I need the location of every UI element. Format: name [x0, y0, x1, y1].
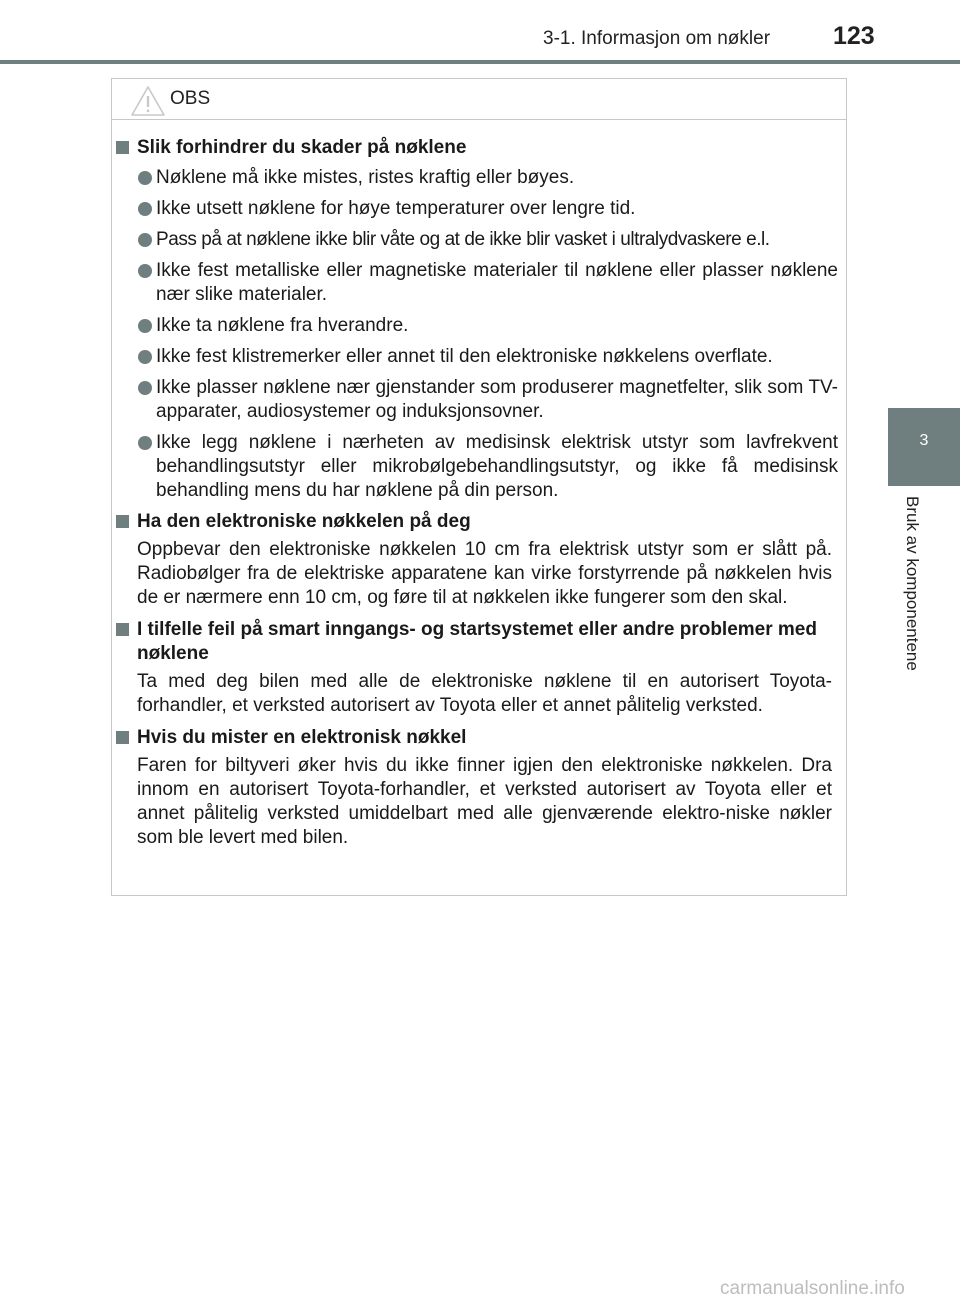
square-bullet-icon [116, 623, 129, 636]
list-item: Pass på at nøklene ikke blir våte og at de ikke blir vasket i ultralydvaskere e.l. [112, 228, 842, 252]
section-heading: I tilfelle feil på smart inngangs- og startsystemet eller andre problemer med nøklene [112, 618, 838, 666]
caution-header [112, 79, 846, 120]
section-text: Oppbevar den elektroniske nøkkelen 10 cm fra elektrisk utstyr som er slått på. Radiobølger fra de elektriske apparatene kan virke forstyrrende på nøkkelen hvis de er nærmere enn 10 cm, og føre til at nøkkelen ikke fungerer som den skal. [137, 539, 832, 608]
round-bullet-icon [138, 233, 152, 247]
square-bullet-icon [116, 141, 129, 154]
caution-section [112, 618, 846, 718]
section-heading: Hvis du mister en elektronisk nøkkel [112, 726, 838, 750]
round-bullet-icon [138, 381, 152, 395]
warning-triangle-icon [130, 85, 166, 117]
list-item: Nøklene må ikke mistes, ristes kraftig eller bøyes. [112, 166, 838, 190]
round-bullet-icon [138, 436, 152, 450]
list-item: Ikke fest metalliske eller magnetiske materialer til nøklene eller plasser nøklene nær slike materialer. [112, 259, 838, 307]
round-bullet-icon [138, 264, 152, 278]
round-bullet-icon [138, 350, 152, 364]
caution-section [112, 136, 846, 503]
section-text: Ta med deg bilen med alle de elektroniske nøklene til en autorisert Toyota-forhandler, et verksted autorisert av Toyota eller et annet pålitelig verksted. [137, 671, 832, 716]
list-item: Ikke ta nøklene fra hverandre. [112, 314, 838, 338]
section-heading: Slik forhindrer du skader på nøklene [112, 136, 838, 160]
section-heading: Ha den elektroniske nøkkelen på deg [112, 510, 838, 534]
list-item: Ikke plasser nøklene nær gjenstander som produserer magnetfelter, slik som TV-apparater, audiosystemer og induksjonsovner. [112, 376, 838, 424]
chapter-label: Bruk av komponentene [903, 496, 922, 671]
header-divider [0, 60, 960, 64]
caution-section [112, 726, 846, 850]
caution-body [112, 120, 846, 850]
list-item: Ikke fest klistremerker eller annet til den elektroniske nøkkelens overflate. [112, 345, 838, 369]
square-bullet-icon [116, 731, 129, 744]
chapter-tab: 3 [888, 408, 960, 486]
caution-section [112, 510, 846, 610]
page-number: 123 [833, 22, 875, 50]
list-item: Ikke utsett nøklene for høye temperaturer over lengre tid. [112, 197, 838, 221]
caution-title: OBS [170, 88, 211, 109]
watermark: carmanualsonline.info [720, 1278, 905, 1299]
section-title: 3-1. Informasjon om nøkler [543, 28, 771, 49]
list-item: Ikke legg nøklene i nærheten av medisinsk elektrisk utstyr som lavfrekvent behandlingsutstyr eller mikrobølgebehandlingsutstyr, og ikke få medisinsk behandling mens du har nøklene på din person. [112, 431, 838, 503]
round-bullet-icon [138, 171, 152, 185]
section-text: Faren for biltyveri øker hvis du ikke finner igjen den elektroniske nøkkelen. Dra innom en autorisert Toyota-forhandler, et verksted autorisert av Toyota eller et annet pålitelig verksted umiddelbart med alle gjenværende elektro-niske nøkler som ble levert med bilen. [137, 755, 832, 848]
square-bullet-icon [116, 515, 129, 528]
round-bullet-icon [138, 202, 152, 216]
caution-box [111, 78, 847, 896]
round-bullet-icon [138, 319, 152, 333]
